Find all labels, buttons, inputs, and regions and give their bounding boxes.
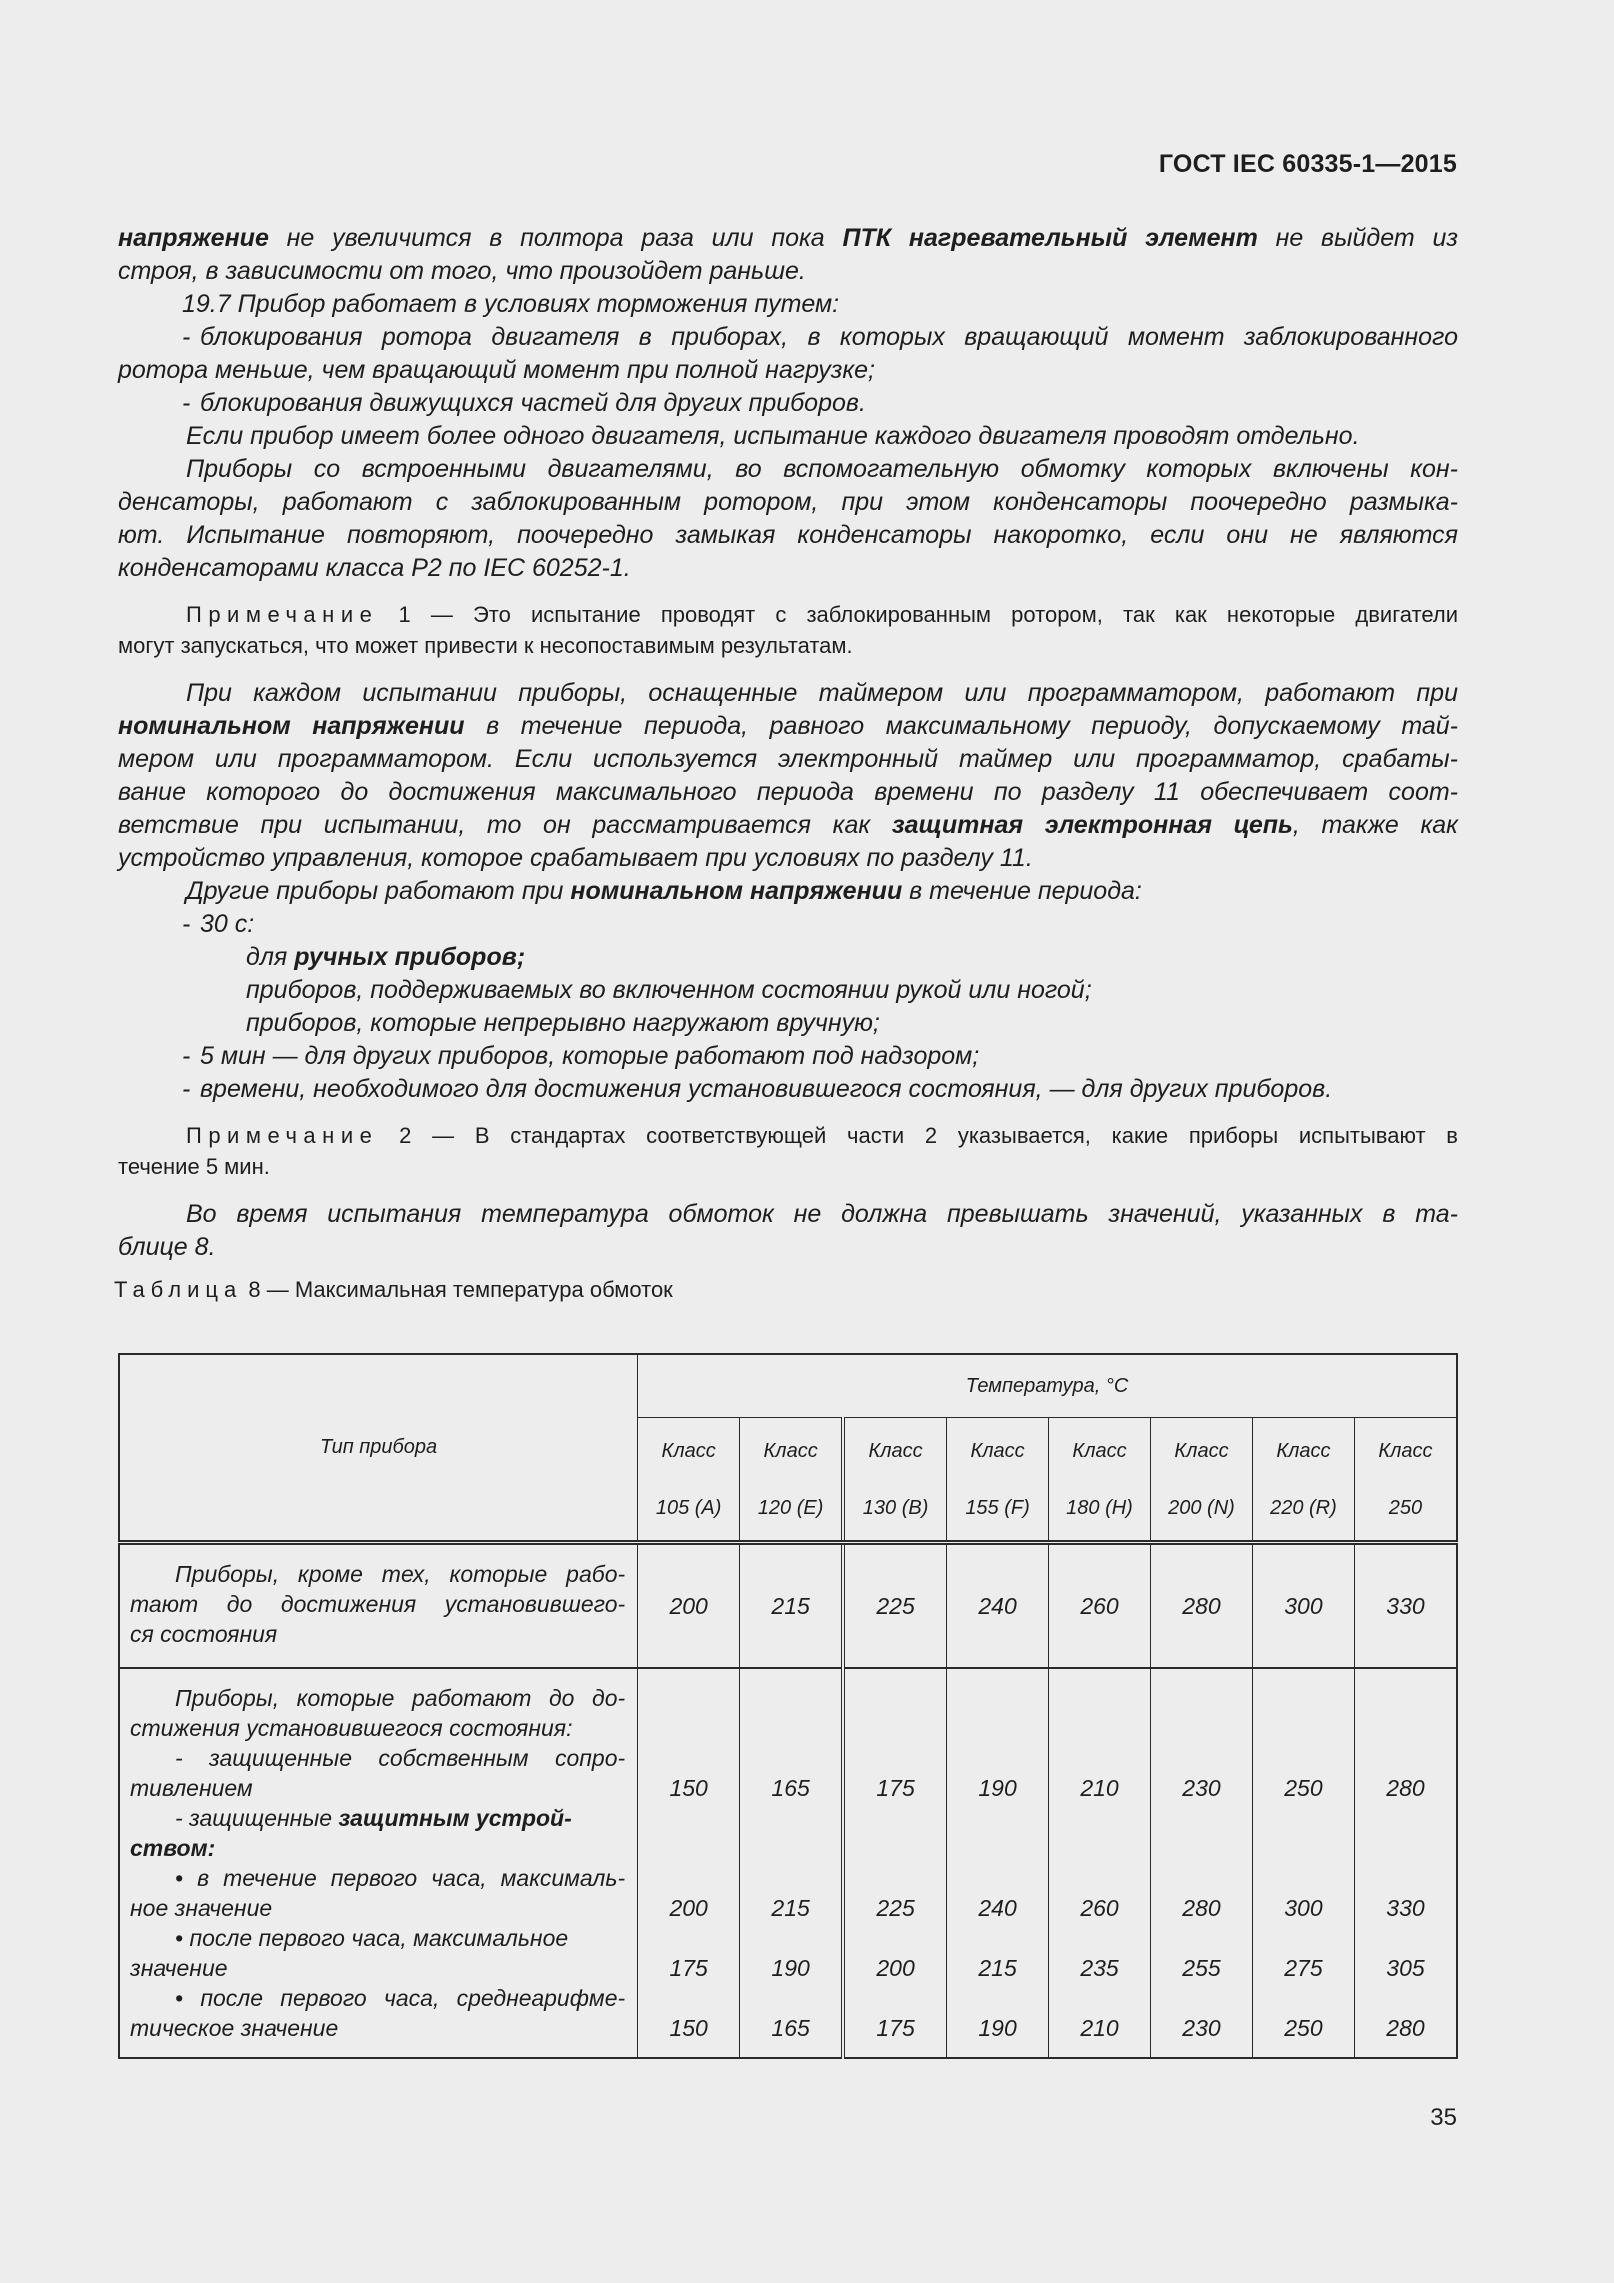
table-cell (1151, 1668, 1253, 2058)
class-header (947, 1418, 1049, 1543)
spacer (1355, 1833, 1456, 1863)
winding-temperature-table (118, 1353, 1458, 2059)
spacer (638, 1743, 739, 1773)
table-cell: 330 (1354, 1543, 1457, 1669)
value: 230 (1182, 1775, 1221, 1801)
table-cell (843, 1668, 946, 2058)
para2-line8 (118, 908, 1458, 941)
spacer (947, 1743, 1048, 1773)
note-label: Примечание (186, 1123, 379, 1148)
term-voltage: напряжение (118, 224, 269, 252)
spacer (1151, 1683, 1252, 1713)
spacer (1253, 1743, 1354, 1773)
value: 330 (1386, 1895, 1425, 1921)
para2-line3: мером или программатором. Если используется электронный таймер или программатор, срабаты- (118, 745, 1458, 773)
value: 175 (876, 1775, 915, 1801)
spacer (740, 1713, 841, 1743)
spacer (638, 1983, 739, 2013)
para2-line7 (118, 875, 1458, 908)
desc-line: • в течение первого часа, максималь- (175, 1865, 626, 1891)
class-header (1049, 1418, 1151, 1543)
term-protective-electronic-circuit: защитная электронная цепь (891, 811, 1293, 839)
sec197-line3: ротора меньше, чем вращающий момент при полной нагрузке; (118, 356, 875, 384)
col-header-type: Тип прибора (119, 1354, 638, 1543)
spacer (1151, 1863, 1252, 1893)
spacer (740, 1743, 841, 1773)
spacer (845, 1833, 946, 1863)
para2-line10: приборов, поддерживаемых во включенном состоянии рукой или ногой; (246, 976, 1092, 1004)
term-hand-held-appliances: ручных приборов; (294, 943, 526, 971)
spacer (845, 1863, 946, 1893)
table-header-row-1 (119, 1354, 1457, 1418)
text: Другие приборы работают при (186, 877, 571, 905)
spacer (1355, 1713, 1456, 1743)
text: блокирования движущихся частей для других приборов. (200, 389, 866, 417)
value: 165 (771, 1775, 810, 1801)
term-protective-device: защитным устрой- (338, 1805, 572, 1831)
dash: - (182, 1075, 191, 1103)
value: 280 (1386, 1775, 1425, 1801)
desc-line: Приборы, которые работают до до- (175, 1685, 626, 1711)
value: 280 (1182, 1895, 1221, 1921)
spacer (1355, 1683, 1456, 1713)
table-cell: 300 (1252, 1543, 1354, 1669)
text: не увеличится в полтора раза или пока (268, 224, 843, 252)
class-code: 250 (1388, 1497, 1423, 1519)
spacer (947, 1923, 1048, 1953)
spacer (1253, 1683, 1354, 1713)
table-cell (1252, 1668, 1354, 2058)
value: 175 (669, 1955, 708, 1981)
row-description (119, 1668, 638, 2058)
spacer (1355, 1803, 1456, 1833)
spacer (845, 1683, 946, 1713)
spacer (118, 1106, 1458, 1120)
spacer (1049, 1713, 1150, 1743)
dash: - (182, 1042, 191, 1070)
spacer (1049, 1923, 1150, 1953)
dash: - (182, 910, 191, 938)
class-code: 120 (E) (757, 1497, 824, 1519)
caption-title: Максимальная температура обмоток (288, 1277, 673, 1302)
para2-line11: приборов, которые непрерывно нагружают вручную; (246, 1009, 880, 1037)
text: В стандартах соответствующей части 2 указывается, какие приборы испытывают в (454, 1123, 1458, 1148)
table-row (119, 1543, 1457, 1669)
para3-line2: блице 8. (118, 1233, 216, 1261)
term-ptc-heater: ПТК нагревательный элемент (842, 224, 1258, 252)
value: 250 (1284, 1775, 1323, 1801)
spacer (845, 1743, 946, 1773)
note2-line1 (118, 1120, 1458, 1151)
term-rated-voltage: номинальном напряжении (118, 712, 465, 740)
spacer (118, 585, 1458, 599)
spacer (740, 1863, 841, 1893)
desc-line: стижения установившегося состояния: (130, 1715, 573, 1741)
value: 305 (1386, 1955, 1425, 1981)
note-number: 1 — (398, 602, 453, 627)
table-cell: 240 (947, 1543, 1049, 1669)
class-header (1151, 1418, 1253, 1543)
text: для (246, 943, 295, 971)
table-cell (1049, 1668, 1151, 2058)
table-cell: 225 (843, 1543, 946, 1669)
value: 235 (1080, 1955, 1119, 1981)
class-label: Класс (763, 1440, 818, 1462)
spacer (1049, 1803, 1150, 1833)
spacer (638, 1863, 739, 1893)
text: - защищенные (175, 1805, 339, 1831)
para2-line5 (118, 809, 1458, 842)
note-number: 2 — (399, 1123, 455, 1148)
table-caption (114, 1274, 1458, 1306)
value: 230 (1182, 2015, 1221, 2041)
value: 190 (978, 2015, 1017, 2041)
spacer (1151, 1803, 1252, 1833)
text: в течение периода, равного максимальному периоду, допускаемому тай- (464, 712, 1458, 740)
para2-line2 (118, 710, 1458, 743)
desc-line (130, 1803, 625, 1833)
spacer (1151, 1833, 1252, 1863)
table-row (119, 1668, 1457, 2058)
col-header-temperature: Температура, °C (638, 1354, 1457, 1418)
spacer (1151, 1923, 1252, 1953)
spacer (1151, 1743, 1252, 1773)
spacer (1355, 1743, 1456, 1773)
spacer (740, 1803, 841, 1833)
spacer (1253, 1923, 1354, 1953)
caption-number: 8 — (248, 1277, 289, 1302)
value: 255 (1182, 1955, 1221, 1981)
para1-line1 (118, 222, 1458, 255)
table-cell: 215 (740, 1543, 843, 1669)
spacer (947, 1983, 1048, 2013)
text: времени, необходимого для достижения установившегося состояния, — для других приборов. (200, 1075, 1333, 1103)
spacer (1049, 1863, 1150, 1893)
desc-line: ное значение (130, 1895, 273, 1921)
para2-line13 (118, 1073, 1458, 1106)
class-code: 105 (A) (655, 1497, 722, 1519)
class-label: Класс (1174, 1440, 1229, 1462)
spacer (1355, 1983, 1456, 2013)
class-header (1354, 1418, 1457, 1543)
spacer (1253, 1803, 1354, 1833)
sec197-line8: ют. Испытание повторяют, поочередно замыкая конденсаторы накоротко, если они не являются (118, 521, 1458, 549)
class-code: 130 (B) (862, 1497, 929, 1519)
table-cell (740, 1668, 843, 2058)
para2-line6: устройство управления, которое срабатывает при условиях по разделу 11. (118, 844, 1033, 872)
value: 300 (1284, 1895, 1323, 1921)
spacer (740, 1683, 841, 1713)
value: 215 (771, 1895, 810, 1921)
page-number: 35 (1430, 2104, 1457, 2131)
spacer (638, 1833, 739, 1863)
class-code: 155 (F) (965, 1497, 1030, 1519)
term-rated-voltage: номинальном напряжении (570, 877, 903, 905)
text: 5 мин — для других приборов, которые работают под надзором; (200, 1042, 980, 1070)
note1-line1 (118, 599, 1458, 630)
para2-line9 (118, 941, 1458, 974)
text: в течение периода: (902, 877, 1142, 905)
para1-line2: строя, в зависимости от того, что произойдет раньше. (118, 257, 806, 285)
sec197-line9: конденсаторами класса P2 по IEC 60252-1. (118, 554, 631, 582)
value: 275 (1284, 1955, 1323, 1981)
spacer (118, 1182, 1458, 1198)
value: 250 (1284, 2015, 1323, 2041)
table-cell (638, 1668, 740, 2058)
text: 19.7 Прибор работает в условиях торможения путем: (182, 290, 840, 318)
table-cell: 200 (638, 1543, 740, 1669)
spacer (740, 1923, 841, 1953)
spacer (1049, 1983, 1150, 2013)
sec197-line5: Если прибор имеет более одного двигателя, испытание каждого двигателя проводят отдельно. (186, 422, 1360, 450)
text: не выйдет из (1257, 224, 1458, 252)
dash: - (182, 323, 191, 351)
desc-line: тивлением (130, 1775, 253, 1801)
value: 210 (1080, 2015, 1119, 2041)
para2-line1: При каждом испытании приборы, оснащенные таймером или программатором, работают при (186, 679, 1458, 707)
spacer (947, 1863, 1048, 1893)
class-header (638, 1418, 740, 1543)
para3-line1: Во время испытания температура обмоток не должна превышать значений, указанных в та- (186, 1200, 1458, 1228)
table-cell (1354, 1668, 1457, 2058)
para2-line12 (118, 1040, 1458, 1073)
class-label: Класс (868, 1440, 923, 1462)
value: 190 (771, 1955, 810, 1981)
spacer (1151, 1983, 1252, 2013)
table-cell: 260 (1049, 1543, 1151, 1669)
sec197-heading (118, 288, 1458, 321)
value: 175 (876, 2015, 915, 2041)
para2-line4: вание которого до достижения максимального периода времени по разделу 11 обеспечивает соот- (118, 778, 1458, 806)
class-code: 220 (R) (1270, 1497, 1337, 1519)
spacer (1355, 1923, 1456, 1953)
spacer (740, 1983, 841, 2013)
note1-line2: могут запускаться, что может привести к несопоставимым результатам. (118, 633, 853, 658)
spacer (947, 1803, 1048, 1833)
class-label: Класс (661, 1440, 716, 1462)
spacer (638, 1923, 739, 1953)
value: 225 (876, 1895, 915, 1921)
spacer (845, 1803, 946, 1833)
desc-line: ся состояния (130, 1621, 278, 1647)
caption-label: Таблица (114, 1277, 243, 1302)
term-protective-device: ством: (130, 1835, 216, 1861)
spacer (1151, 1713, 1252, 1743)
spacer (947, 1833, 1048, 1863)
value: 150 (669, 2015, 708, 2041)
spacer (845, 1713, 946, 1743)
spacer (1253, 1863, 1354, 1893)
spacer (638, 1683, 739, 1713)
spacer (947, 1683, 1048, 1713)
class-code: 200 (N) (1168, 1497, 1235, 1519)
text: блокирования ротора двигателя в приборах, в которых вращающий момент заблокированного (200, 323, 1458, 351)
spacer (1355, 1863, 1456, 1893)
value: 190 (978, 1775, 1017, 1801)
value: 200 (876, 1955, 915, 1981)
spacer (1253, 1713, 1354, 1743)
sec197-line4 (118, 387, 1458, 420)
value: 150 (669, 1775, 708, 1801)
spacer (1049, 1683, 1150, 1713)
class-header (1252, 1418, 1354, 1543)
spacer (118, 661, 1458, 677)
desc-line: значение (130, 1955, 228, 1981)
class-code: 180 (H) (1066, 1497, 1133, 1519)
spacer (638, 1713, 739, 1743)
desc-line: • после первого часа, максимальное (175, 1925, 569, 1951)
class-label: Класс (1276, 1440, 1331, 1462)
dash: - (182, 389, 191, 417)
sec197-line2 (118, 321, 1458, 354)
text: 30 с: (200, 910, 255, 938)
desc-line: Приборы, кроме тех, которые рабо- (175, 1561, 626, 1587)
spacer (845, 1923, 946, 1953)
spacer (638, 1803, 739, 1833)
spacer (947, 1713, 1048, 1743)
value: 280 (1386, 2015, 1425, 2041)
note2-line2: течение 5 мин. (118, 1154, 270, 1179)
desc-line (130, 1833, 625, 1863)
value: 260 (1080, 1895, 1119, 1921)
spacer (1253, 1983, 1354, 2013)
sec197-line6: Приборы со встроенными двигателями, во вспомогательную обмотку которых включены кон- (186, 455, 1458, 483)
text: , также как (1292, 811, 1458, 839)
desc-line: тают до достижения установившего- (130, 1591, 626, 1617)
spacer (740, 1833, 841, 1863)
text: ветствие при испытании, то он рассматривается как (118, 811, 892, 839)
value: 210 (1080, 1775, 1119, 1801)
spacer (1049, 1833, 1150, 1863)
desc-line: - защищенные собственным сопро- (175, 1745, 626, 1771)
note-label: Примечание (186, 602, 379, 627)
value: 165 (771, 2015, 810, 2041)
table-cell: 280 (1151, 1543, 1253, 1669)
value: 200 (669, 1895, 708, 1921)
class-label: Класс (970, 1440, 1025, 1462)
value: 215 (978, 1955, 1017, 1981)
spacer (1049, 1743, 1150, 1773)
spacer (845, 1983, 946, 2013)
row-description (119, 1543, 638, 1669)
sec197-line7: денсаторы, работают с заблокированным ротором, при этом конденсаторы поочередно размыка- (118, 488, 1458, 516)
document-body (114, 222, 1458, 1306)
value: 240 (978, 1895, 1017, 1921)
text: Это испытание проводят с заблокированным ротором, так как некоторые двигатели (452, 602, 1458, 627)
table-cell (947, 1668, 1049, 2058)
class-label: Класс (1378, 1440, 1433, 1462)
document-header: ГОСТ IEC 60335-1—2015 (1158, 150, 1457, 178)
desc-line: • после первого часа, среднеарифме- (175, 1985, 626, 2011)
desc-line: тическое значение (130, 2015, 339, 2041)
class-label: Класс (1072, 1440, 1127, 1462)
class-header (843, 1418, 946, 1543)
spacer (1253, 1833, 1354, 1863)
class-header (740, 1418, 843, 1543)
